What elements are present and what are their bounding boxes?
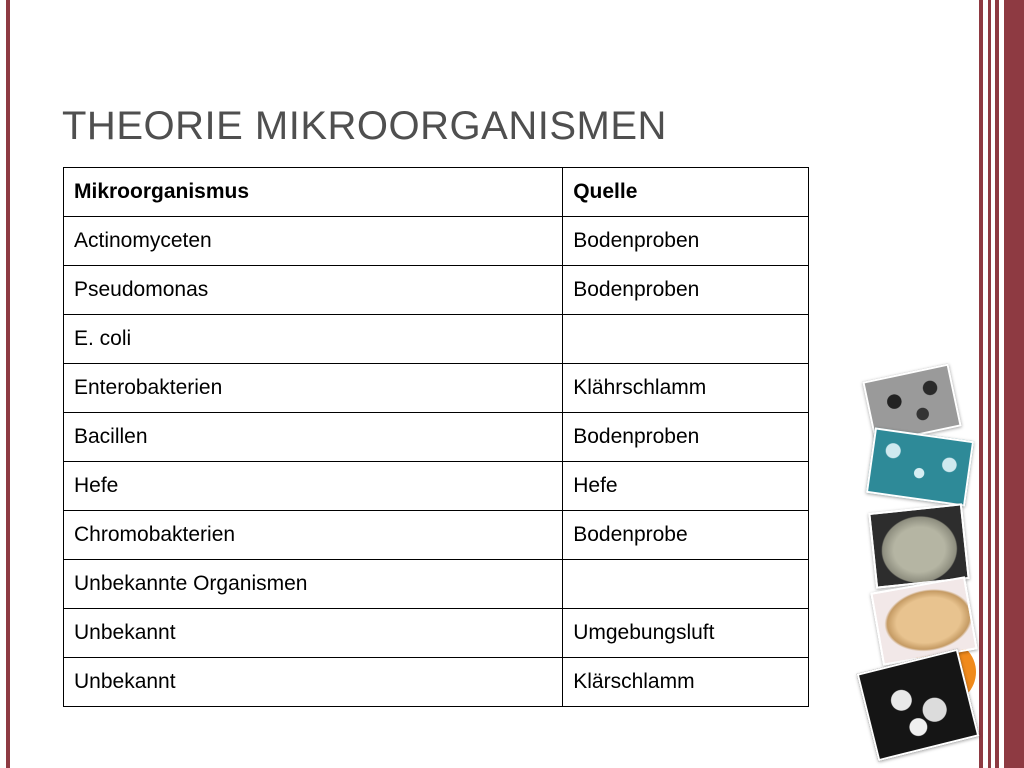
organism-cell: Chromobakterien xyxy=(64,511,563,560)
right-stripe-wide xyxy=(1004,0,1024,768)
source-cell: Klärschlamm xyxy=(563,658,809,707)
organism-cell: Bacillen xyxy=(64,413,563,462)
organism-cell: Hefe xyxy=(64,462,563,511)
source-cell: Bodenproben xyxy=(563,217,809,266)
table-row xyxy=(64,413,809,462)
source-cell: Bodenproben xyxy=(563,266,809,315)
table-row xyxy=(64,609,809,658)
table-row xyxy=(64,364,809,413)
table-row xyxy=(64,217,809,266)
microorganism-table xyxy=(63,167,809,707)
organism-cell: Unbekannt xyxy=(64,609,563,658)
organism-cell: Unbekannte Organismen xyxy=(64,560,563,609)
table-row xyxy=(64,511,809,560)
source-cell: Umgebungsluft xyxy=(563,609,809,658)
table-row xyxy=(64,315,809,364)
table-header-row xyxy=(64,168,809,217)
source-cell: Bodenproben xyxy=(563,413,809,462)
organism-cell: Pseudomonas xyxy=(64,266,563,315)
table-row xyxy=(64,462,809,511)
table-row xyxy=(64,560,809,609)
slide-title: THEORIE MIKROORGANISMEN xyxy=(62,104,667,148)
right-stripe xyxy=(979,0,983,768)
right-stripe xyxy=(995,0,999,768)
left-frame-line xyxy=(6,0,10,768)
source-cell xyxy=(563,315,809,364)
table-row xyxy=(64,266,809,315)
source-cell: Hefe xyxy=(563,462,809,511)
organism-cell: Enterobakterien xyxy=(64,364,563,413)
header-mikroorganismus: Mikroorganismus xyxy=(64,168,563,217)
organism-cell: Actinomyceten xyxy=(64,217,563,266)
source-cell: Klährschlamm xyxy=(563,364,809,413)
organism-cell: E. coli xyxy=(64,315,563,364)
source-cell xyxy=(563,560,809,609)
organism-cell: Unbekannt xyxy=(64,658,563,707)
header-quelle: Quelle xyxy=(563,168,809,217)
yeast-electron-micrograph-image xyxy=(857,649,980,761)
right-stripe xyxy=(988,0,991,768)
microscope-image-cocci xyxy=(866,427,974,506)
table-row xyxy=(64,658,809,707)
source-cell: Bodenprobe xyxy=(563,511,809,560)
petri-dish-image xyxy=(868,503,969,588)
